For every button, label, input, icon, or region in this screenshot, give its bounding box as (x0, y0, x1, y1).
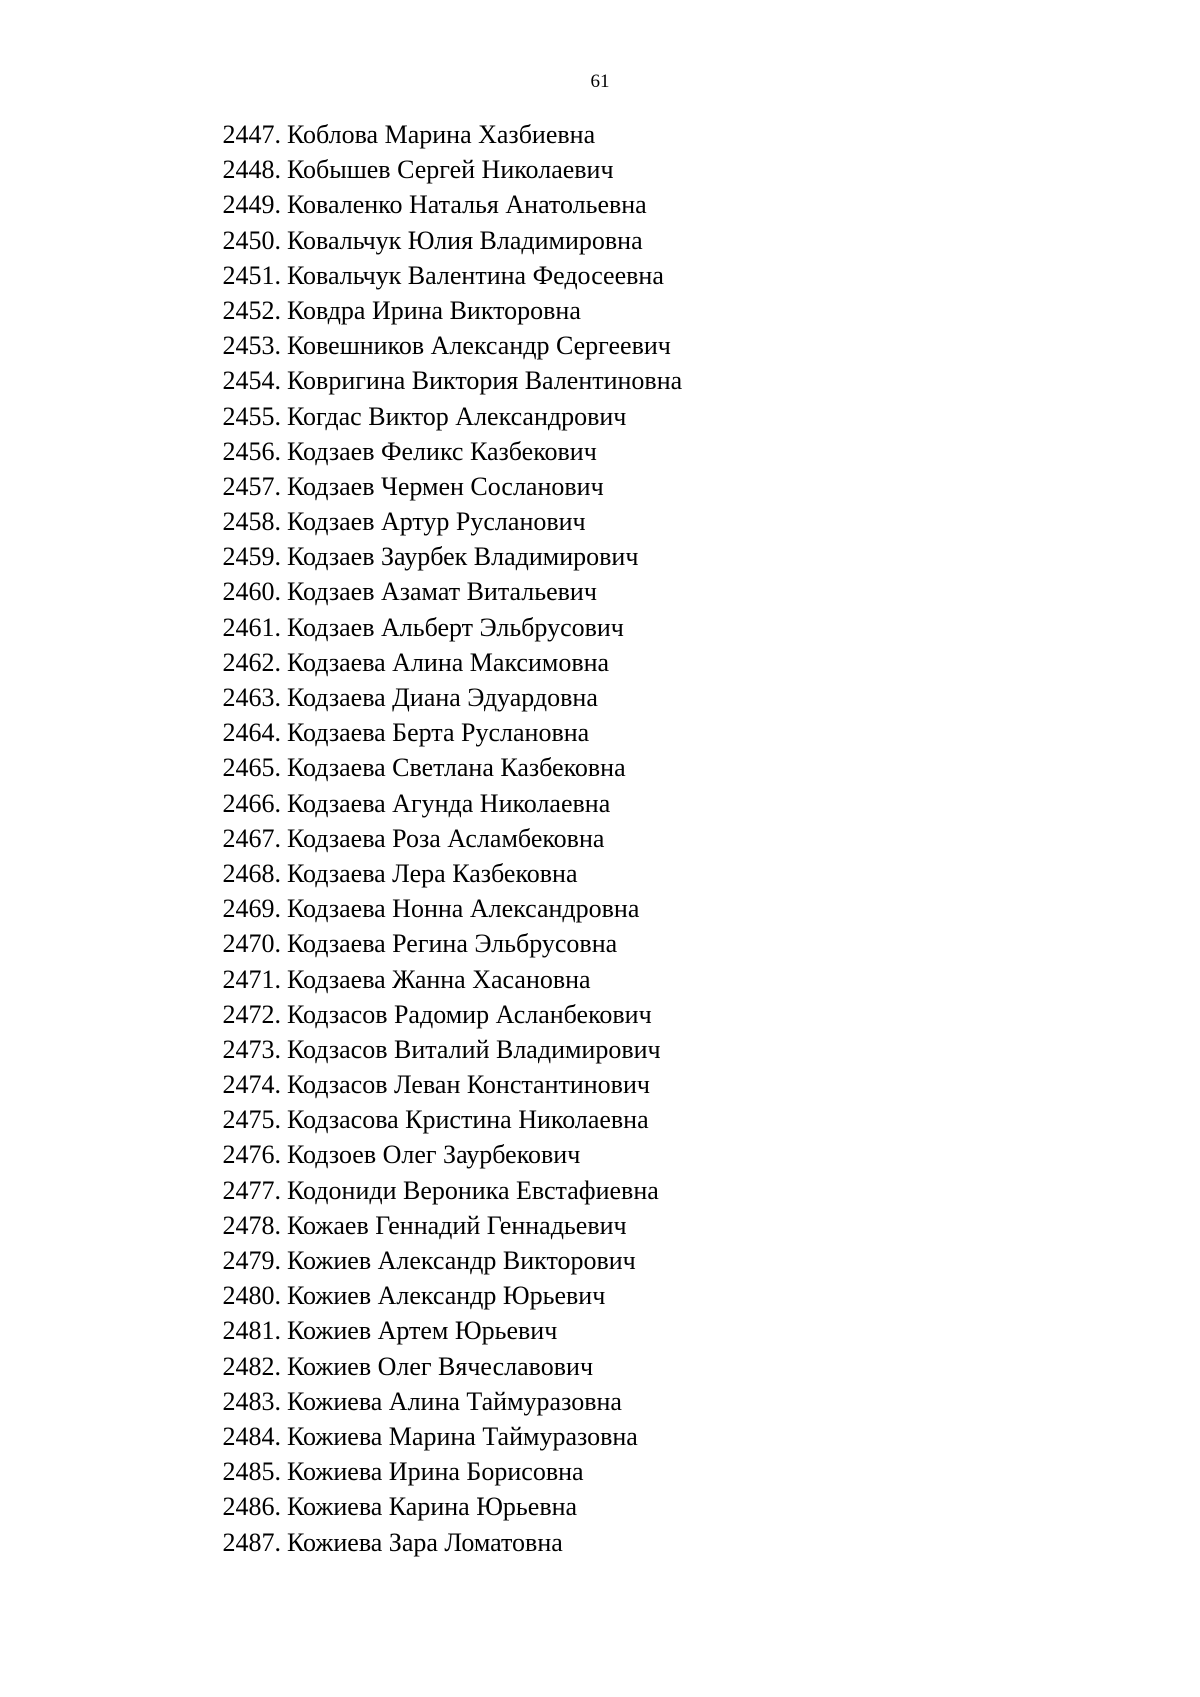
list-item-name: Кодзоев Олег Заурбекович (287, 1140, 581, 1170)
list-item-name: Кодзаева Лера Казбековна (287, 858, 578, 888)
list-item-name: Кодзаева Жанна Хасановна (287, 964, 591, 994)
list-item-number: 2479. (222, 1246, 281, 1275)
list-item-name: Ковдра Ирина Викторовна (287, 295, 581, 325)
list-item-number: 2476. (222, 1140, 281, 1170)
list-item-name: Кодзаева Нонна Александровна (287, 894, 640, 924)
list-item-number: 2481. (222, 1316, 281, 1346)
list-item-number: 2465. (222, 753, 281, 783)
list-item-name: Когдас Виктор Александрович (287, 401, 627, 431)
list-item-number: 2464. (222, 718, 281, 748)
list-item-name: Кодзаева Роза Асламбековна (287, 823, 605, 853)
list-item-number: 2454. (222, 366, 281, 396)
list-item-number: 2462. (222, 647, 281, 677)
list-item-number: 2483. (222, 1386, 281, 1416)
list-item-name: Кобышев Сергей Николаевич (287, 155, 614, 185)
list-item-number: 2451. (222, 260, 281, 290)
list-item-name: Кодзаева Регина Эльбрусовна (287, 929, 618, 959)
list-item-name: Кожиев Артем Юрьевич (287, 1316, 558, 1346)
list-item-name: Кожиев Александр Викторович (287, 1246, 636, 1275)
list-item-number: 2475. (222, 1105, 281, 1135)
list-item-number: 2472. (222, 999, 281, 1029)
list-item-name: Коблова Марина Хазбиевна (287, 120, 596, 149)
list-item-number: 2486. (222, 1492, 281, 1522)
list-item-name: Ковригина Виктория Валентиновна (287, 366, 683, 396)
list-item-number: 2449. (222, 190, 281, 220)
list-item-name: Кожиева Зара Ломатовна (287, 1527, 563, 1557)
list-item-name: Кодониди Вероника Евстафиевна (287, 1175, 659, 1205)
list-item-number: 2471. (222, 964, 281, 994)
list-item-name: Коваленко Наталья Анатольевна (287, 190, 647, 220)
list-item-name: Ковешников Александр Сергеевич (287, 331, 671, 361)
list-item-number: 2468. (222, 858, 281, 888)
list-item-number: 2447. (222, 120, 281, 149)
list-item-number: 2458. (222, 507, 281, 537)
list-item-name: Кодзасов Радомир Асланбекович (287, 999, 652, 1029)
list-item-number: 2450. (222, 225, 281, 255)
list-item-number: 2482. (222, 1351, 281, 1381)
list-item-number: 2484. (222, 1421, 281, 1451)
list-item-name: Кодзасова Кристина Николаевна (287, 1105, 649, 1135)
list-item-number: 2467. (222, 823, 281, 853)
list-item-name: Кодзаева Берта Руслановна (287, 718, 590, 748)
list-item-name: Кодзаева Агунда Николаевна (287, 788, 611, 818)
list-item-name: Кодзаев Азамат Витальевич (287, 577, 597, 607)
list-item-number: 2485. (222, 1457, 281, 1487)
list-item-name: Кодзаев Чермен Сосланович (287, 471, 604, 501)
list-item-number: 2470. (222, 929, 281, 959)
list-item-name: Кожиев Олег Вячеславович (287, 1351, 594, 1381)
list-item-number: 2460. (222, 577, 281, 607)
list-item-number: 2448. (222, 155, 281, 185)
list-item-number: 2453. (222, 331, 281, 361)
list-item-name: Кожиев Александр Юрьевич (287, 1281, 606, 1311)
list-item-number: 2474. (222, 1070, 281, 1100)
list-item-name: Кодзаев Альберт Эльбрусович (287, 612, 624, 642)
list-item-name: Кодзаева Светлана Казбековна (287, 753, 626, 783)
list-item-number: 2480. (222, 1281, 281, 1311)
list-item-name: Кожаев Геннадий Геннадьевич (287, 1210, 627, 1240)
list-item-name: Кожиева Марина Таймуразовна (287, 1421, 638, 1451)
list-item-name: Кодзаева Диана Эдуардовна (287, 683, 598, 712)
list-item-number: 2469. (222, 894, 281, 924)
list-item-name: Кожиева Алина Таймуразовна (287, 1386, 622, 1416)
list-item-number: 2473. (222, 1034, 281, 1064)
list-item-number: 2478. (222, 1210, 281, 1240)
list-item-name: Кодзаев Феликс Казбекович (287, 436, 597, 466)
list-item-number: 2455. (222, 401, 281, 431)
list-item-name: Кодзасов Леван Константинович (287, 1070, 650, 1100)
list-item-number: 2463. (222, 683, 281, 712)
list-item-name: Кодзаев Заурбек Владимирович (287, 542, 639, 572)
list-item-number: 2457. (222, 471, 281, 501)
list-item-number: 2459. (222, 542, 281, 572)
list-item-name: Кодзаев Артур Русланович (287, 507, 586, 537)
page-number: 61 (590, 71, 610, 92)
list-item-number: 2466. (222, 788, 281, 818)
list-item-number: 2477. (222, 1175, 281, 1205)
list-item-name: Кодзасов Виталий Владимирович (287, 1034, 661, 1064)
list-item-name: Кожиева Ирина Борисовна (287, 1457, 584, 1487)
list-item-name: Кожиева Карина Юрьевна (287, 1492, 578, 1522)
list-item-name: Ковальчук Валентина Федосеевна (287, 260, 664, 290)
list-item-number: 2456. (222, 436, 281, 466)
list-item-name: Кодзаева Алина Максимовна (287, 647, 610, 677)
list-item-number: 2452. (222, 295, 281, 325)
list-item-name: Ковальчук Юлия Владимировна (287, 225, 643, 255)
list-item-number: 2487. (222, 1527, 281, 1557)
list-item-number: 2461. (222, 612, 281, 642)
